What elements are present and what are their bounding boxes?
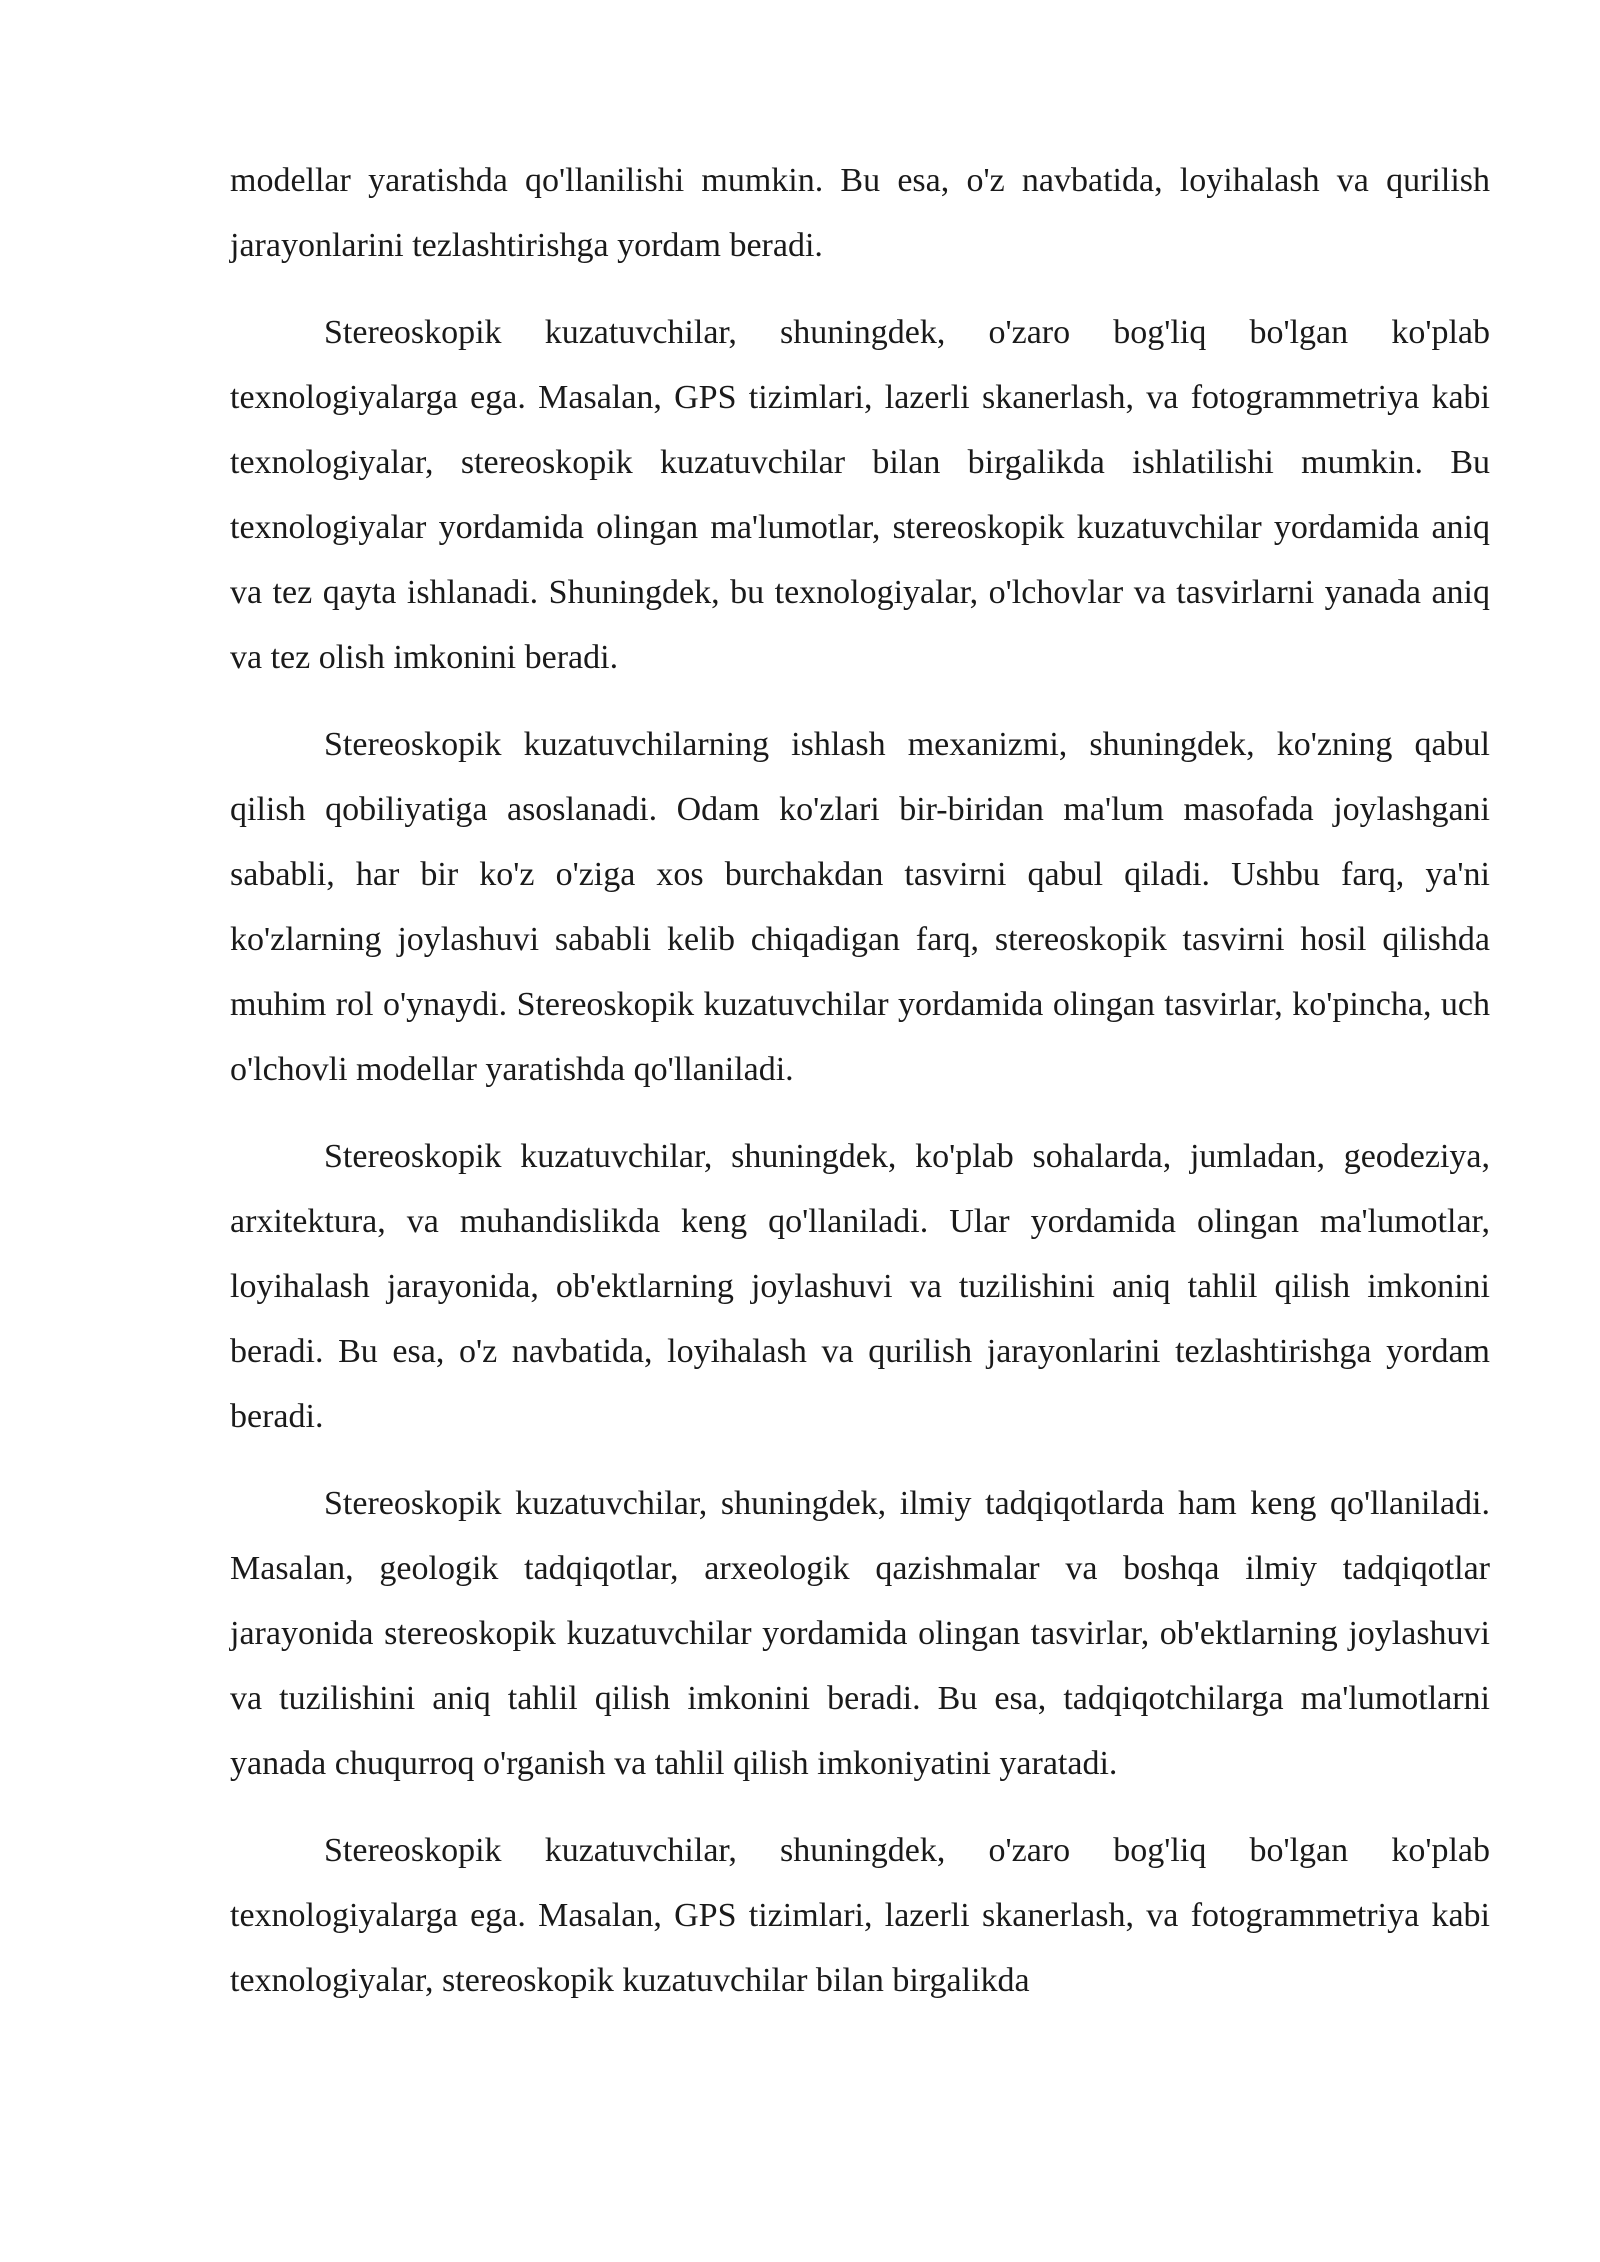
paragraph-research: Stereoskopik kuzatuvchilar, shuningdek, ilmiy tadqiqotlarda ham keng qo'llaniladi. Masalan, geologik tadqiqotlar, arxeologik qazishmalar va boshqa ilmiy tadqiqotlar jarayonida stereoskopik kuzatuvchilar yordamida olingan tasvirlar, ob'ektlarning joylashuvi va tuzilishini aniq tahlil qilish imkonini beradi. Bu esa, tadqiqotchilarga ma'lumotlarni yanada chuqurroq o'rganish va tahlil qilish imkoniyatini yaratadi. — [230, 1485, 1490, 1782]
document-body — [230, 148, 1490, 2035]
paragraph-applications: Stereoskopik kuzatuvchilar, shuningdek, ko'plab sohalarda, jumladan, geodeziya, arxitektura, va muhandislikda keng qo'llaniladi. Ular yordamida olingan ma'lumotlar, loyihalash jarayonida, ob'ektlarning joylashuvi va tuzilishini aniq tahlil qilish imkonini beradi. Bu esa, o'z navbatida, loyihalash va qurilish jarayonlarini tezlashtirishga yordam beradi. — [230, 1138, 1490, 1435]
paragraph-technologies: Stereoskopik kuzatuvchilar, shuningdek, o'zaro bog'liq bo'lgan ko'plab texnologiyalarga ega. Masalan, GPS tizimlari, lazerli skanerlash, va fotogrammetriya kabi texnologiyalar, stereoskopik kuzatuvchilar bilan birgalikda ishlatilishi mumkin. Bu texnologiyalar yordamida olingan ma'lumotlar, stereoskopik kuzatuvchilar yordamida aniq va tez qayta ishlanadi. Shuningdek, bu texnologiyalar, o'lchovlar va tasvirlarni yanada aniq va tez olish imkonini beradi. — [230, 314, 1490, 676]
paragraph-technologies-repeat: Stereoskopik kuzatuvchilar, shuningdek, o'zaro bog'liq bo'lgan ko'plab texnologiyalarga ega. Masalan, GPS tizimlari, lazerli skanerlash, va fotogrammetriya kabi texnologiyalar, stereoskopik kuzatuvchilar bilan birgalikda — [230, 1832, 1490, 1999]
paragraph-continuation: modellar yaratishda qo'llanilishi mumkin. Bu esa, o'z navbatida, loyihalash va qurilish jarayonlarini tezlashtirishga yordam beradi. — [230, 162, 1490, 264]
paragraph-mechanism: Stereoskopik kuzatuvchilarning ishlash mexanizmi, shuningdek, ko'zning qabul qilish qobiliyatiga asoslanadi. Odam ko'zlari bir-biridan ma'lum masofada joylashgani sababli, har bir ko'z o'ziga xos burchakdan tasvirni qabul qiladi. Ushbu farq, ya'ni ko'zlarning joylashuvi sababli kelib chiqadigan farq, stereoskopik tasvirni hosil qilishda muhim rol o'ynaydi. Stereoskopik kuzatuvchilar yordamida olingan tasvirlar, ko'pincha, uch o'lchovli modellar yaratishda qo'llaniladi. — [230, 726, 1490, 1088]
